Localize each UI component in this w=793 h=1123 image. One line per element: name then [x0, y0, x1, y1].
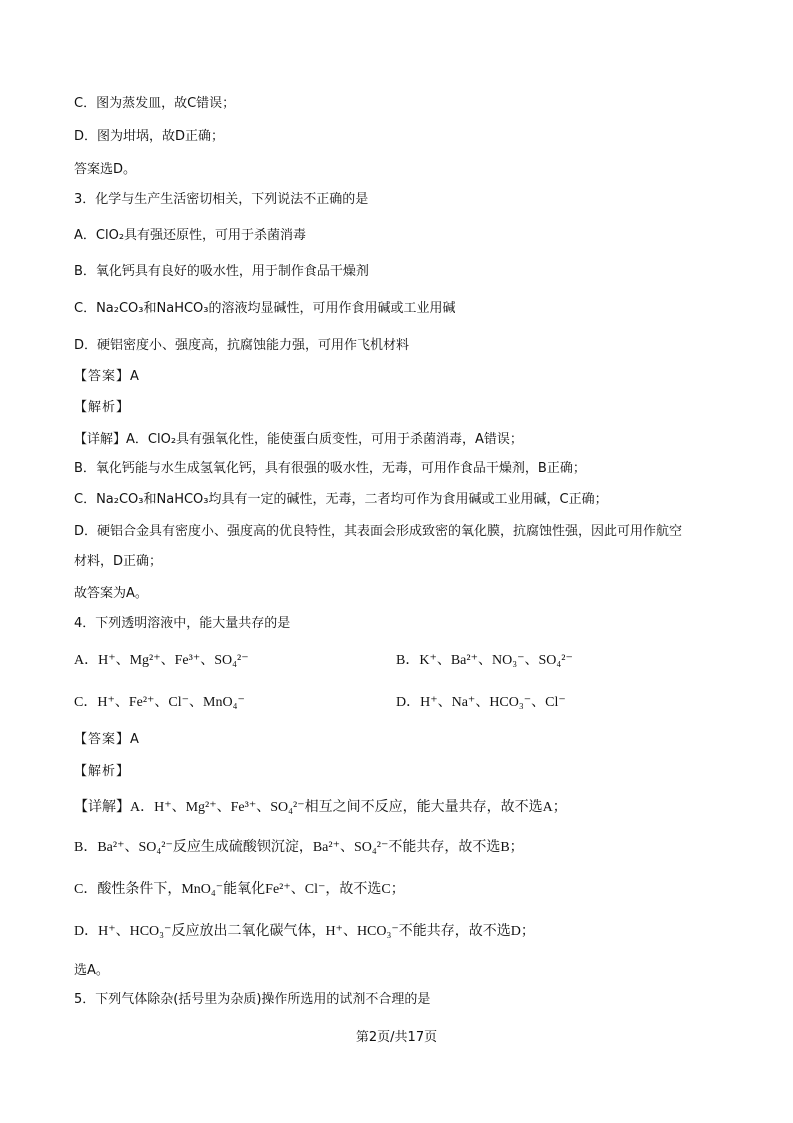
detail-4-a: 【详解】A．H⁺、Mg²⁺、Fe³⁺、SO₄²⁻相互之间不反应，能大量共存，故不选A；: [74, 800, 567, 815]
page-footer: 第2页/共17页: [355, 1030, 438, 1045]
option-3c: C．Na₂CO₃和NaHCO₃的溶液均显碱性，可用作食用碱或工业用碱: [74, 301, 456, 316]
detail-4-c: C．酸性条件下，MnO₄⁻能氧化Fe²⁺、Cl⁻，故不选C；: [74, 882, 405, 897]
question-3: 3．化学与生产生活密切相关，下列说法不正确的是: [74, 192, 369, 207]
detail-4-b: B．Ba²⁺、SO₄²⁻反应生成硫酸钡沉淀，Ba²⁺、SO₄²⁻不能共存，故不选B；: [74, 840, 524, 855]
analysis-3: 【解析】: [74, 400, 131, 415]
detail-3-a: 【详解】A．ClO₂具有强氧化性，能使蛋白质变性，可用于杀菌消毒，A错误；: [74, 432, 523, 447]
option-3b: B．氧化钙具有良好的吸水性，用于制作食品干燥剂: [74, 264, 369, 279]
line-2: 答案选D。: [74, 162, 137, 177]
answer-4: 【答案】A: [74, 732, 140, 747]
line-0: C．图为蒸发皿，故C错误；: [74, 96, 236, 111]
question-5: 5．下列气体除杂(括号里为杂质)操作所选用的试剂不合理的是: [74, 992, 431, 1007]
detail-3-b: B．氧化钙能与水生成氢氧化钙，具有很强的吸水性，无毒，可用作食品干燥剂，B正确；: [74, 461, 586, 476]
answer-3: 【答案】A: [74, 369, 140, 384]
detail-3-d: D．硬铝合金具有密度小、强度高的优良特性，其表面会形成致密的氧化膜，抗腐蚀性强，因此可用作航空: [74, 524, 683, 539]
option-4c: C．H⁺、Fe²⁺、Cl⁻、MnO₄⁻: [74, 695, 245, 710]
detail-3-c: C．Na₂CO₃和NaHCO₃均具有一定的碱性，无毒，二者均可作为食用碱或工业用碱，C正确；: [74, 492, 608, 507]
conclusion-3: 故答案为A。: [74, 586, 148, 601]
detail-3-d-cont: 材料，D正确；: [74, 554, 163, 569]
conclusion-4: 选A。: [74, 963, 109, 978]
option-3d: D．硬铝密度小、强度高，抗腐蚀能力强，可用作飞机材料: [74, 338, 410, 353]
option-4b: B．K⁺、Ba²⁺、NO₃⁻、SO₄²⁻: [396, 653, 573, 668]
line-1: D．图为坩埚，故D正确；: [74, 129, 225, 144]
option-4d: D．H⁺、Na⁺、HCO₃⁻、Cl⁻: [396, 695, 566, 710]
option-4a: A．H⁺、Mg²⁺、Fe³⁺、SO₄²⁻: [74, 653, 249, 668]
option-3a: A．ClO₂具有强还原性，可用于杀菌消毒: [74, 228, 307, 243]
question-4: 4．下列透明溶液中，能大量共存的是: [74, 616, 291, 631]
detail-4-d: D．H⁺、HCO₃⁻反应放出二氧化碳气体，H⁺、HCO₃⁻不能共存，故不选D；: [74, 924, 535, 939]
analysis-4: 【解析】: [74, 764, 131, 779]
